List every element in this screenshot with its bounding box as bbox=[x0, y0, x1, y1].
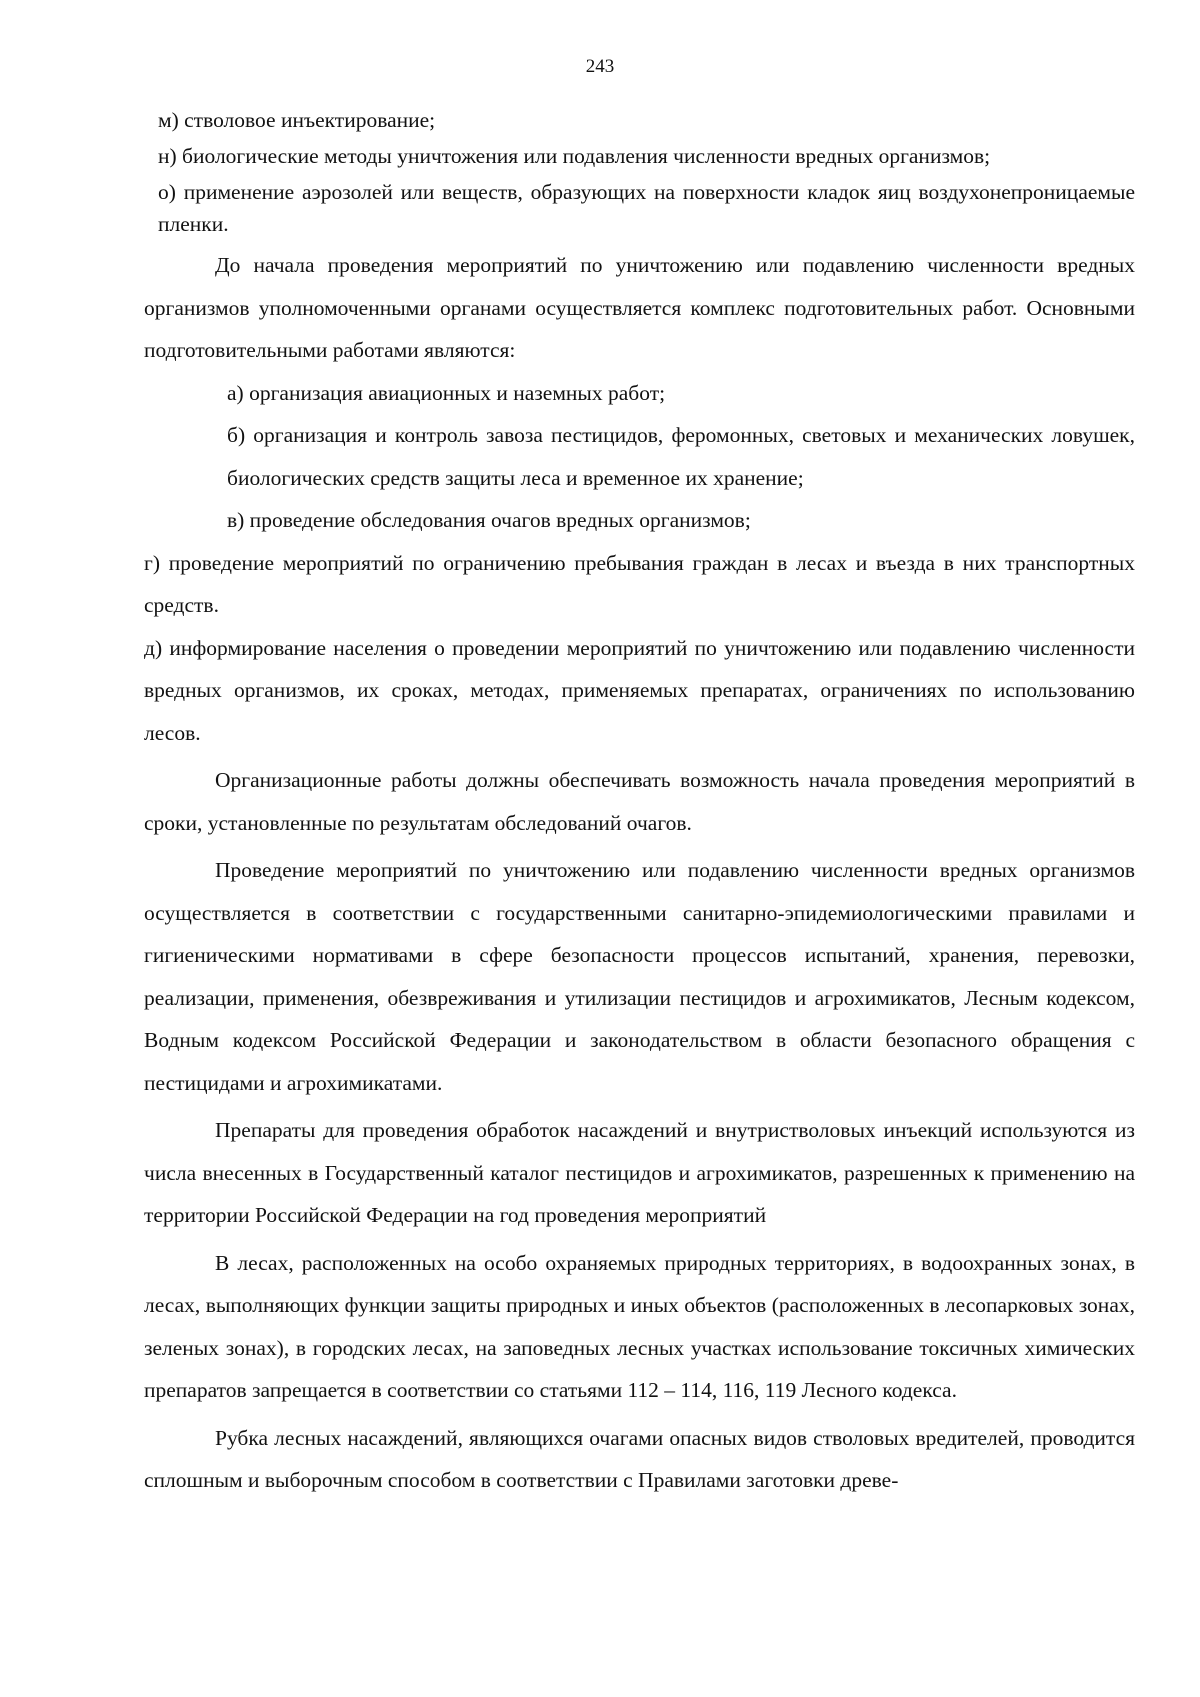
paragraph-organizational-works: Организационные работы должны обеспечивать возможность начала проведения мероприятий в сроки, установленные по результатам обследований очагов. bbox=[144, 768, 1135, 835]
list-item-b: б) организация и контроль завоза пестицидов, феромонных, световых и механических ловушек, биологических средств защиты леса и временное их хранение; bbox=[227, 423, 1135, 490]
paragraph-regulations: Проведение мероприятий по уничтожению или подавлению численности вредных организмов осуществляется в соответствии с государственными санитарно-эпидемиологическими правилами и гигиеническими нормативами в сфере безопасности процессов испытаний, хранения, перевозки, реализации, применения, обезвреживания и утилизации пестицидов и агрохимикатов, Лесным кодексом, Водным кодексом Российской Федерации и законодательством в области безопасного обращения с пестицидами и агрохимикатами. bbox=[144, 858, 1135, 1095]
paragraph-protected-forests: В лесах, расположенных на особо охраняемых природных территориях, в водоохранных зонах, в лесах, выполняющих функции защиты природных и иных объектов (расположенных в лесопарковых зонах, зеленых зонах), в городских лесах, на заповедных лесных участках использование токсичных химических препаратов запрещается в соответствии со статьями 112 – 114, 116, 119 Лесного кодекса. bbox=[144, 1250, 1135, 1402]
list-item-m: м) стволовое инъектирование; bbox=[158, 108, 436, 132]
paragraph-cutting: Рубка лесных насаждений, являющихся очагами опасных видов стволовых вредителей, проводится сплошным и выборочным способом в соответствии с Правилами заготовки древе- bbox=[144, 1425, 1135, 1492]
list-item-a: а) организация авиационных и наземных работ; bbox=[227, 380, 666, 405]
paragraph-preparations: Препараты для проведения обработок насаждений и внутристволовых инъекций используются из числа внесенных в Государственный каталог пестицидов и агрохимикатов, разрешенных к применению на территории Российской Федерации на год проведения мероприятий bbox=[144, 1118, 1135, 1227]
page-number: 243 bbox=[585, 56, 615, 77]
paragraph-preparatory-works: До начала проведения мероприятий по уничтожению или подавлению численности вредных организмов уполномоченными органами осуществляется комплекс подготовительных работ. Основными подготовительными работами являются: bbox=[144, 253, 1135, 362]
list-item-v: в) проведение обследования очагов вредных организмов; bbox=[227, 508, 751, 532]
list-item-n: н) биологические методы уничтожения или подавления численности вредных организмов; bbox=[158, 144, 991, 168]
list-item-g: г) проведение мероприятий по ограничению пребывания граждан в лесах и въезда в них транспортных средств. bbox=[144, 550, 1135, 617]
list-item-o: о) применение аэрозолей или веществ, образующих на поверхности кладок яиц воздухонепроницаемые пленки. bbox=[158, 180, 1135, 236]
body-text bbox=[144, 104, 1135, 1502]
list-item-d: д) информирование населения о проведении мероприятий по уничтожению или подавлению численности вредных организмов, их сроках, методах, применяемых препаратах, ограничениях по использованию лесов. bbox=[144, 635, 1135, 745]
